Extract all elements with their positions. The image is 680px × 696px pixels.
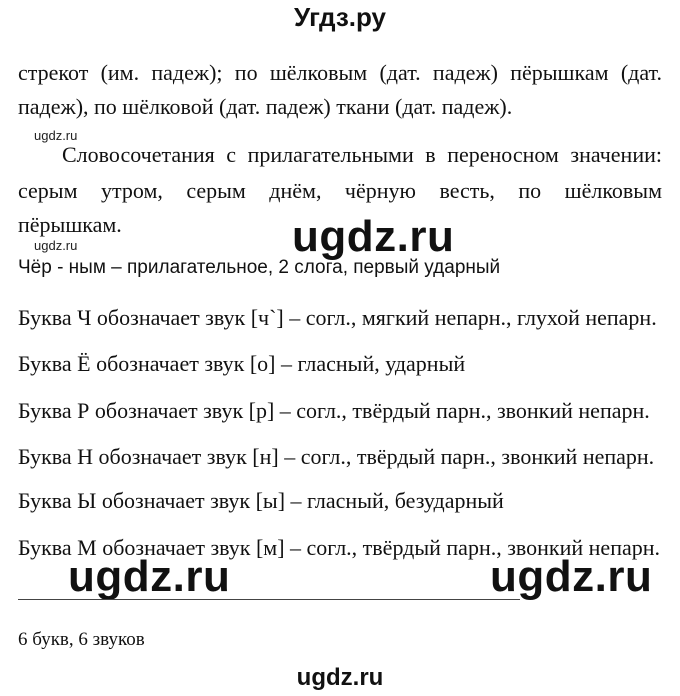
paragraph-1-line-1: стрекот (им. падеж); по шёлковым (дат. падеж) пёрышкам (дат. xyxy=(18,60,662,85)
letter-analysis-line: Буква Н обозначает звук [н] – согл., твёрдый парн., звонкий непарн. xyxy=(18,444,655,469)
letters-sounds-summary: 6 букв, 6 звуков xyxy=(18,629,145,650)
letter-analysis-line: Буква Ы обозначает звук [ы] – гласный, безударный xyxy=(18,488,504,513)
watermark-small: ugdz.ru xyxy=(34,128,78,143)
letter-analysis-line: Буква Ч обозначает звук [ч`] – согл., мягкий непарн., глухой непарн. xyxy=(18,305,657,330)
watermark-large: ugdz.ru xyxy=(490,552,653,601)
watermark-small: ugdz.ru xyxy=(34,238,78,253)
site-title: Угдз.ру xyxy=(294,2,386,32)
letter-analysis-line: Буква М обозначает звук [м] – согл., твёрдый парн., звонкий непарн. xyxy=(18,535,661,560)
paragraph-2-line-2: серым утром, серым днём, чёрную весть, по шёлковым xyxy=(18,178,662,203)
letter-analysis-line: Буква Ё обозначает звук [о] – гласный, ударный xyxy=(18,351,466,376)
paragraph-2-line-3: пёрышкам. xyxy=(18,212,122,237)
syllable-analysis: Чёр - ным – прилагательное, 2 слога, первый ударный xyxy=(18,257,501,278)
watermark-footer: ugdz.ru xyxy=(296,664,384,691)
paragraph-2-line-1: Словосочетания с прилагательными в переносном значении: xyxy=(62,142,662,167)
divider-line xyxy=(18,599,520,600)
paragraph-1-line-2: падеж), по шёлковой (дат. падеж) ткани (дат. падеж). xyxy=(18,94,513,119)
watermark-large: ugdz.ru xyxy=(68,552,231,601)
watermark-large: ugdz.ru xyxy=(292,212,455,261)
letter-analysis-line: Буква Р обозначает звук [р] – согл., твёрдый парн., звонкий непарн. xyxy=(18,398,650,423)
